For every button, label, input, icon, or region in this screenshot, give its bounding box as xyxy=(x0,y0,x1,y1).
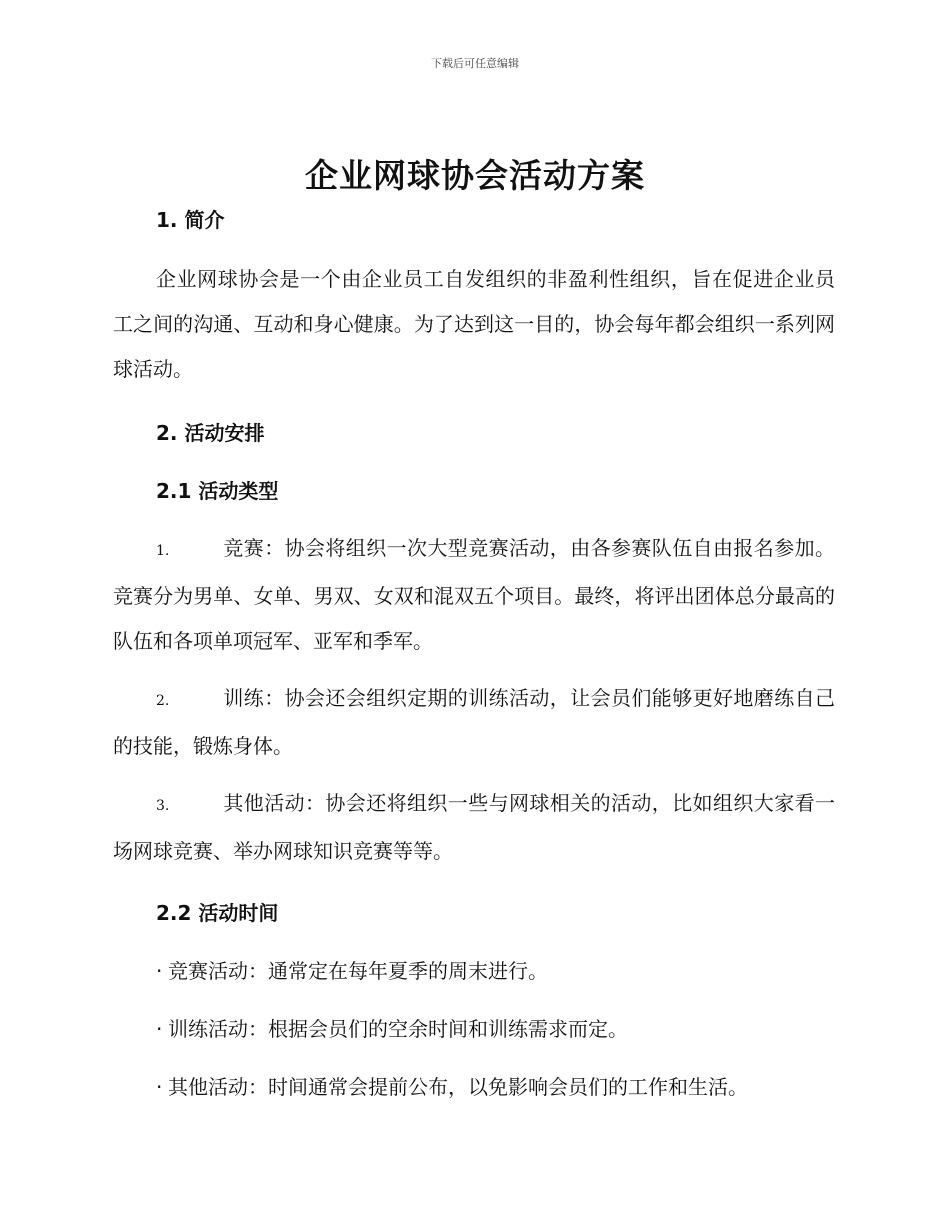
bullet-symbol: · xyxy=(156,959,163,983)
section-heading-arrangement: 2. 活动安排 xyxy=(156,421,265,445)
list-item xyxy=(113,781,835,874)
bullet-item xyxy=(156,1014,835,1044)
bullet-text: 竞赛活动：通常定在每年夏季的周末进行。 xyxy=(168,959,548,983)
bullet-text: 训练活动：根据会员们的空余时间和训练需求而定。 xyxy=(168,1017,628,1041)
header-note: 下载后可任意编辑 xyxy=(431,57,519,70)
bullet-item xyxy=(156,1072,835,1102)
bullet-symbol: · xyxy=(156,1075,163,1099)
intro-paragraph: 企业网球协会是一个由企业员工自发组织的非盈利性组织，旨在促进企业员工之间的沟通、互动和身心健康。为了达到这一目的，协会每年都会组织一系列网球活动。 xyxy=(113,267,835,381)
list-item-text: 竞赛：协会将组织一次大型竞赛活动，由各参赛队伍自由报名参加。竞赛分为男单、女单、男双、女双和混双五个项目。最终，将评出团体总分最高的队伍和各项单项冠军、亚军和季军。 xyxy=(113,536,835,653)
list-item xyxy=(113,526,835,664)
document-title: 企业网球协会活动方案 xyxy=(305,156,645,195)
list-item-text: 其他活动：协会还将组织一些与网球相关的活动，比如组织大家看一场网球竞赛、举办网球知识竞赛等等。 xyxy=(113,791,835,863)
bullet-text: 其他活动：时间通常会提前公布，以免影响会员们的工作和生活。 xyxy=(168,1075,748,1099)
list-item-number: 3. xyxy=(156,798,170,814)
bullet-symbol: · xyxy=(156,1017,163,1041)
section-heading-time: 2.2 活动时间 xyxy=(156,901,279,925)
list-item-number: 2. xyxy=(156,693,170,709)
section-heading-types: 2.1 活动类型 xyxy=(156,479,279,503)
section-heading-intro: 1. 简介 xyxy=(156,208,225,232)
bullet-item xyxy=(156,956,835,986)
list-item xyxy=(113,676,835,769)
document-body xyxy=(113,205,835,1102)
list-item-text: 训练：协会还会组织定期的训练活动，让会员们能够更好地磨练自己的技能，锻炼身体。 xyxy=(113,686,835,758)
list-item-number: 1. xyxy=(156,543,170,559)
